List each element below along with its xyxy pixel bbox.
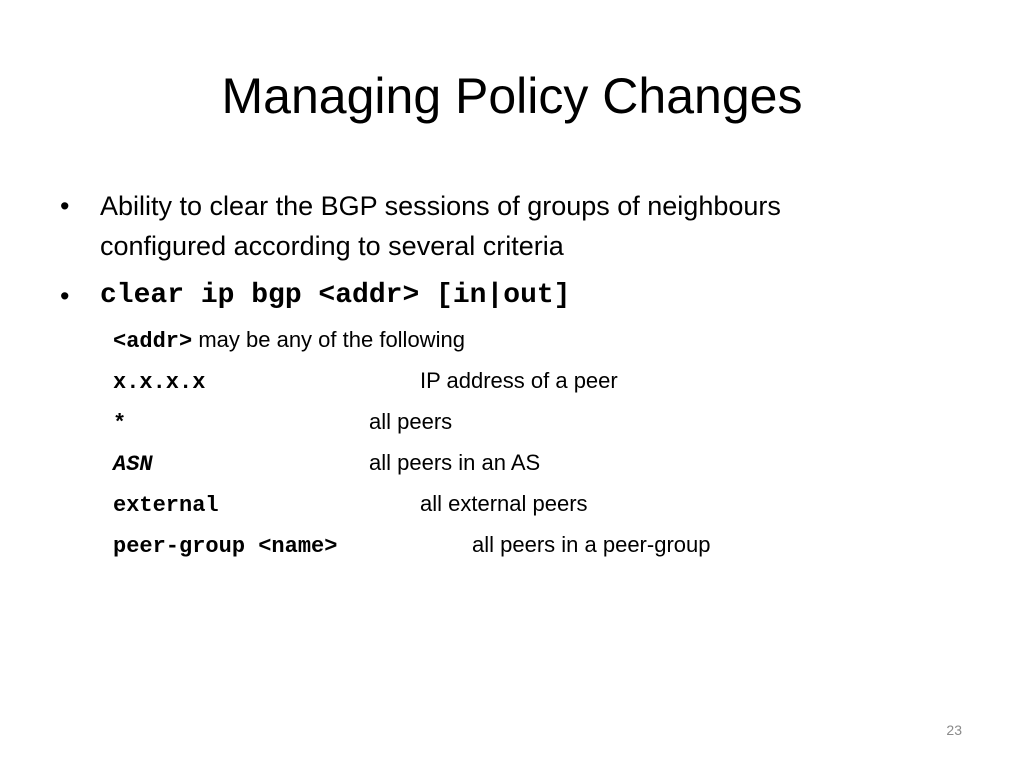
bullet-text-line-1: Ability to clear the BGP sessions of groups of neighbours: [100, 191, 781, 221]
bullet-text: [100, 186, 781, 266]
bullet-dot-icon: •: [60, 281, 70, 311]
addr-code: <addr>: [113, 329, 193, 354]
option-desc: all peers in a peer-group: [472, 532, 711, 557]
slide-title: Managing Policy Changes: [221, 68, 803, 124]
option-code: peer-group <name>: [113, 534, 338, 559]
option-row-peer-group: [113, 530, 711, 562]
option-row-external: [113, 489, 588, 521]
addr-intro-text: may be any of the following: [192, 327, 465, 352]
option-row-asn: [113, 448, 541, 480]
bullet-dot-icon: •: [60, 191, 70, 221]
option-desc: all external peers: [420, 491, 588, 516]
option-code: external: [113, 493, 219, 518]
option-code: x.x.x.x: [113, 370, 206, 395]
option-desc: IP address of a peer: [420, 368, 618, 393]
option-row-all: [113, 407, 453, 439]
page-number: 23: [946, 722, 962, 738]
command-syntax: clear ip bgp <addr> [in|out]: [100, 280, 571, 311]
sub-item-addr-intro: [113, 325, 465, 357]
option-code: ASN: [113, 452, 153, 477]
option-desc: all peers in an AS: [369, 450, 541, 475]
option-row-ip: [113, 366, 618, 398]
option-code: *: [113, 411, 127, 436]
option-desc: all peers: [369, 409, 453, 434]
bullet-text-line-2: configured according to several criteria: [100, 231, 564, 261]
